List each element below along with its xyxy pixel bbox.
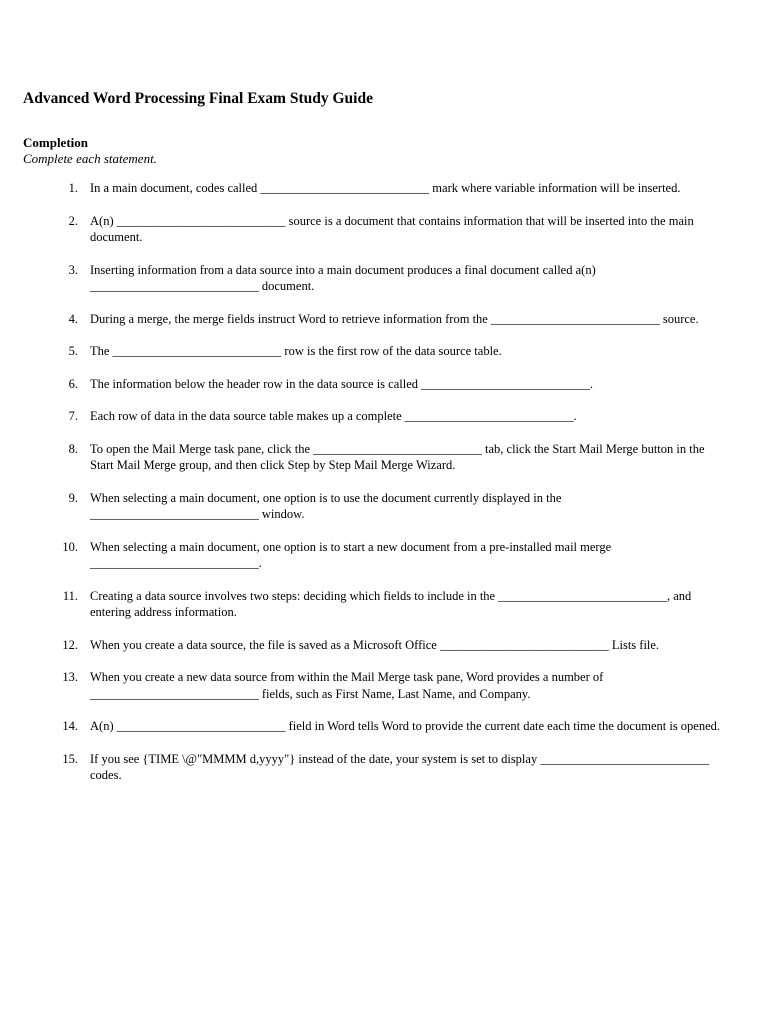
- question-item: [0, 539, 768, 572]
- question-number: 10.: [62, 539, 78, 554]
- question-number: 4.: [68, 311, 78, 326]
- question-item: [0, 262, 768, 295]
- question-item: [0, 441, 768, 474]
- question-text: The ___________________________ row is the first row of the data source table.: [90, 344, 502, 358]
- question-text: When you create a new data source from within the Mail Merge task pane, Word provides a number of ___________________________ fields, such as First Name, Last Name, and Company.: [90, 670, 604, 701]
- question-item: [0, 637, 768, 654]
- question-text: When you create a data source, the file is saved as a Microsoft Office ___________________________ Lists file.: [90, 637, 660, 652]
- question-text: To open the Mail Merge task pane, click the ___________________________ tab, click the Start Mail Merge button in the Start Mail Merge group, and then click Step by Step Mail Merge Wizard.: [90, 441, 705, 472]
- question-item: [0, 311, 768, 328]
- question-number: 1.: [68, 181, 78, 195]
- question-number: 14.: [62, 719, 78, 733]
- question-item: [0, 751, 768, 784]
- question-number: 6.: [68, 376, 78, 391]
- document-title: Advanced Word Processing Final Exam Study Guide: [23, 90, 373, 107]
- question-number: 13.: [62, 670, 78, 684]
- question-item: [0, 718, 768, 735]
- question-number: 11.: [62, 588, 78, 603]
- question-text: When selecting a main document, one option is to start a new document from a pre-installed mail merge ___________________________.: [90, 539, 612, 570]
- question-item: [0, 376, 768, 393]
- question-text: If you see {TIME \@"MMMM d,yyyy"} instead of the date, your system is set to display ___________________________ codes.: [90, 751, 710, 782]
- question-text: Inserting information from a data source into a main document produces a final document called a(n) ___________________________ document.: [90, 262, 596, 293]
- question-text: When selecting a main document, one option is to use the document currently displayed in the ___________________________ window.: [90, 490, 562, 521]
- question-text: Each row of data in the data source table makes up a complete ___________________________.: [90, 409, 577, 423]
- question-item: [0, 213, 768, 246]
- question-text: Creating a data source involves two steps: deciding which fields to include in the ___________________________, and entering address information.: [90, 588, 692, 619]
- question-item: [0, 408, 768, 425]
- question-item: [0, 490, 768, 523]
- question-number: 2.: [68, 213, 78, 228]
- question-number: 12.: [62, 637, 78, 652]
- question-number: 9.: [68, 490, 78, 505]
- question-text: A(n) ___________________________ field in Word tells Word to provide the current date each time the document is opened.: [90, 719, 721, 733]
- section-heading: Completion: [23, 135, 88, 150]
- question-text: In a main document, codes called ___________________________ mark where variable information will be inserted.: [90, 181, 681, 195]
- question-list: [0, 180, 768, 800]
- question-number: 7.: [68, 409, 78, 423]
- question-text: A(n) ___________________________ source is a document that contains information that will be inserted into the main document.: [90, 213, 694, 244]
- question-text: The information below the header row in the data source is called ___________________________.: [90, 376, 594, 391]
- question-item: [0, 343, 768, 360]
- question-item: [0, 588, 768, 621]
- question-number: 5.: [68, 344, 78, 358]
- question-item: [0, 669, 768, 702]
- section-instruction: Complete each statement.: [23, 151, 157, 166]
- question-number: 3.: [68, 262, 78, 277]
- question-text: During a merge, the merge fields instruct Word to retrieve information from the ___________________________ source.: [90, 311, 699, 326]
- question-number: 8.: [68, 441, 78, 456]
- question-item: [0, 180, 768, 197]
- question-number: 15.: [62, 751, 78, 766]
